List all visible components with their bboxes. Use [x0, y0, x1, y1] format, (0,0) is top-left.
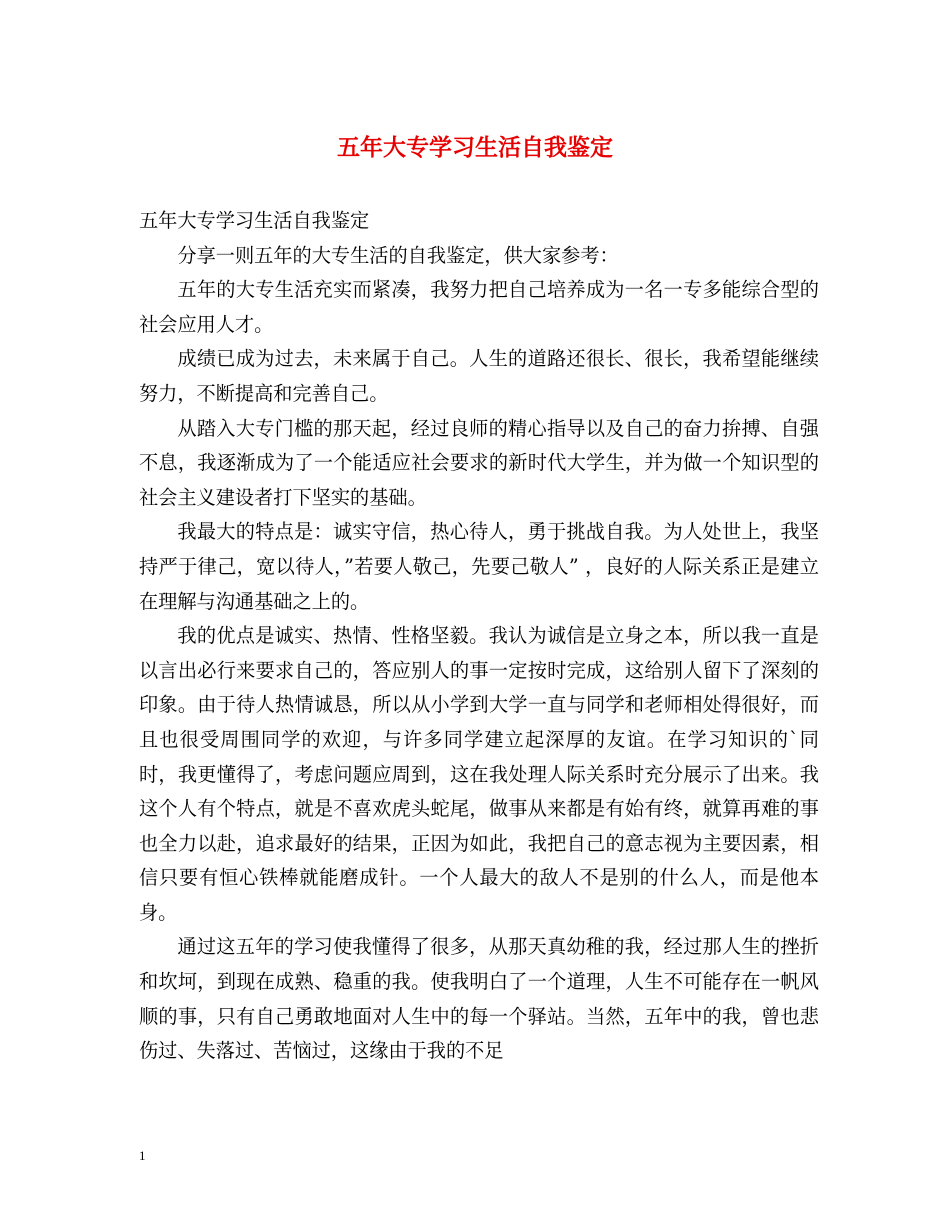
- paragraph: 从踏入大专门槛的那天起，经过良师的精心指导以及自己的奋力拚搏、自强不息，我逐渐成为了一个能适应社会要求的新时代大学生，并为做一个知识型的社会主义建设者打下坚实的基础。: [139, 416, 819, 509]
- paragraph: 成绩已成为过去，未来属于自己。人生的道路还很长、很长，我希望能继续努力，不断提高和完善自己。: [139, 347, 819, 405]
- paragraph: 我最大的特点是：诚实守信，热心待人，勇于挑战自我。为人处世上，我坚持严于律己，宽以待人，”若要人敬己，先要己敬人” ，良好的人际关系正是建立在理解与沟通基础之上的。: [139, 520, 819, 613]
- document-title: 五年大专学习生活自我鉴定: [337, 134, 613, 161]
- body-heading: 五年大专学习生活自我鉴定: [139, 209, 370, 232]
- page-number: 1: [139, 1148, 146, 1163]
- paragraph: 五年的大专生活充实而紧凑，我努力把自己培养成为一名一专多能综合型的社会应用人才。: [139, 278, 819, 336]
- paragraph: 分享一则五年的大专生活的自我鉴定，供大家参考：: [177, 243, 619, 267]
- document-body: [139, 204, 819, 1069]
- paragraph: 我的优点是诚实、热情、性格坚毅。我认为诚信是立身之本，所以我一直是以言出必行来要求自己的，答应别人的事一定按时完成，这给别人留下了深刻的印象。由于待人热情诚恳，所以从小学到大学一直与同学和老师相处得很好，而且也很受周围同学的欢迎，与许多同学建立起深厚的友谊。在学习知识的`同时，我更懂得了，考虑问题应周到，这在我处理人际关系时充分展示了出来。我这个人有个特点，就是不喜欢虎头蛇尾，做事从来都是有始有终，就算再难的事也全力以赴，追求最好的结果，正因为如此，我把自己的意志视为主要因素，相信只要有恒心铁棒就能磨成针。一个人最大的敌人不是别的什么人，而是他本身。: [139, 624, 819, 924]
- paragraph: 通过这五年的学习使我懂得了很多，从那天真幼稚的我，经过那人生的挫折和坎坷，到现在成熟、稳重的我。使我明白了一个道理，人生不可能存在一帆风顺的事，只有自己勇敢地面对人生中的每一个驿站。当然，五年中的我，曾也悲伤过、失落过、苦恼过，这缘由于我的不足: [139, 935, 819, 1063]
